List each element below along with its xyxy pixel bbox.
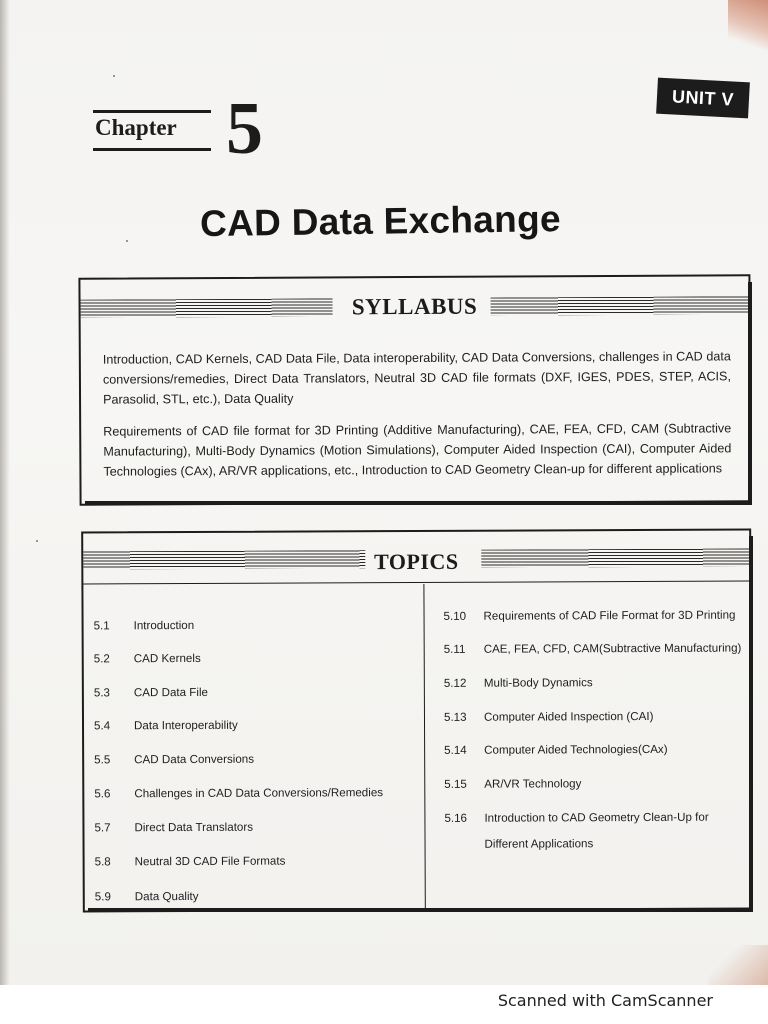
topic-label: Computer Aided Inspection (CAI) [483,709,654,724]
chapter-rule-bottom [93,148,211,151]
topic-number: 5.5 [94,753,111,767]
topic-number: 5.2 [93,652,110,666]
topic-item [444,811,708,825]
scan-speck [36,540,38,542]
topic-number: 5.9 [94,890,111,904]
topic-number: 5.4 [93,719,111,733]
topic-item [444,743,668,757]
topic-number: 5.1 [93,619,110,633]
topic-number: 5.3 [93,686,111,700]
page-corner-bottom-right [708,945,768,985]
topic-item [95,890,199,903]
page-title: CAD Data Exchange [199,198,562,245]
syllabus-paragraph: Requirements of CAD file format for 3D Printing (Additive Manufacturing), CAE, FEA, CFD, CAM (Subtractive Manufacturing), Multi-Body Dynamics (Motion Simulations), Computer Aided Inspection (CAI), Computer Aided Technologies (CAx), AR/VR applications, etc., Introduction to CAD Geometry Clean-up for different applications [103,421,732,479]
box-shadow [88,908,753,912]
topic-item [95,855,286,869]
scanner-watermark: Scanned with CamScanner [497,991,713,1010]
topic-label: Introduction to CAD Geometry Clean-Up for [484,810,709,825]
box-shadow [85,501,752,505]
syllabus-box [78,274,751,506]
topic-number: 5.15 [444,777,467,791]
topic-label: CAE, FEA, CFD, CAM(Subtractive Manufacturing) [483,641,742,656]
topic-label: Requirements of CAD File Format for 3D Printing [483,608,736,623]
topic-item [94,686,208,699]
topic-number: 5.13 [443,710,467,724]
chapter-number: 5 [226,88,263,170]
box-shadow [748,282,752,504]
syllabus-heading: SYLLABUS [351,293,478,320]
topic-number: 5.12 [443,676,467,690]
topic-item [444,710,654,724]
topic-number: 5.7 [94,821,111,835]
topic-item [94,786,383,800]
heading-hatch-right [491,296,749,315]
topic-number: 5.16 [444,811,468,825]
topic-label: CAD Kernels [133,651,201,666]
topic-number: 5.14 [444,743,467,757]
topic-item [94,821,253,835]
box-shadow [749,536,753,911]
page-edge-shadow [0,0,10,985]
topic-item [444,642,742,656]
topic-label: Multi-Body Dynamics [483,676,593,690]
topic-label-continuation: Different Applications [484,837,594,851]
topic-label: CAD Data Conversions [134,752,255,767]
chapter-label: Chapter [95,115,177,140]
topics-header-rule [83,581,749,585]
unit-badge: UNIT V [656,78,750,119]
topics-box [81,529,753,913]
heading-hatch-right [481,549,749,568]
topic-label: Data Interoperability [133,718,238,733]
topics-column-divider [423,584,425,909]
topic-item [444,676,593,690]
topics-heading: TOPICS [373,548,459,575]
topic-label: Computer Aided Technologies(CAx) [484,742,668,757]
topic-label: Neutral 3D CAD File Formats [134,854,286,869]
topic-number: 5.11 [443,642,466,656]
topic-item [94,652,201,665]
page-corner-top-right [728,0,768,60]
topic-item [444,777,581,791]
topic-number: 5.8 [94,855,111,869]
topic-number: 5.6 [94,787,111,801]
scan-speck [126,240,128,242]
chapter-rule-top [93,110,211,113]
topic-item [94,719,238,733]
topic-label: Challenges in CAD Data Conversions/Remedies [134,786,384,801]
topic-item [94,753,254,767]
topic-label: AR/VR Technology [484,777,582,791]
topic-label: Data Quality [134,889,199,904]
topic-label: Direct Data Translators [134,820,254,835]
topic-number: 5.10 [443,609,467,623]
topic-item [94,619,195,632]
scan-speck [113,75,115,77]
topic-item [444,609,736,623]
topic-label: Introduction [133,618,195,633]
topic-label: CAD Data File [133,685,208,700]
syllabus-paragraph: Introduction, CAD Kernels, CAD Data File, Data interoperability, CAD Data Conversions, challenges in CAD data conversions/remedies, Direct Data Translators, Neutral 3D CAD file formats (DXF, IGES, PDES, STEP, ACIS, Parasolid, STL, etc.), Data Quality [102,349,731,407]
